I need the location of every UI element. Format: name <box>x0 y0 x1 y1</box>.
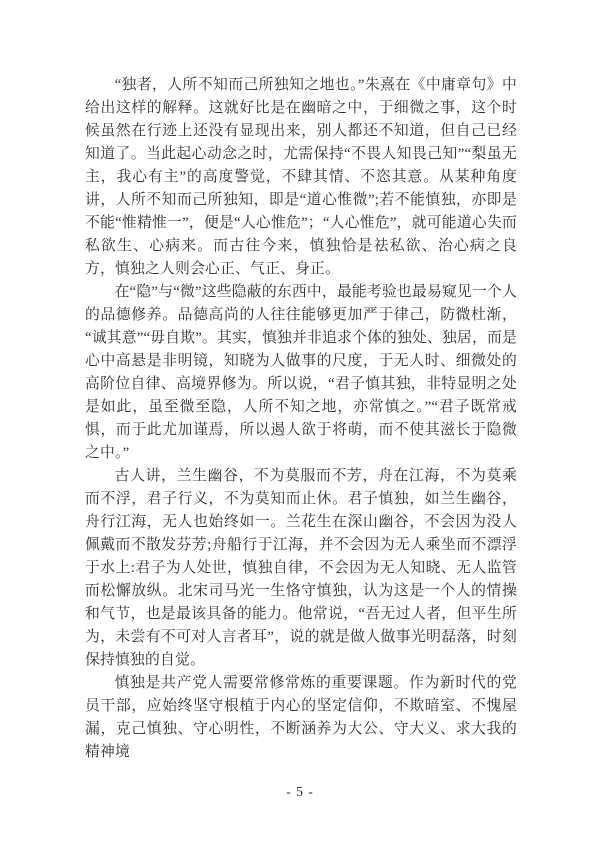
paragraph: 慎独是共产党人需要常修常炼的重要课题。作为新时代的党员干部，应始终坚守根植于内心的坚定信仰，不欺暗室、不愧屋漏，克己慎独、守心明性，不断涵养为大公、守大义、求大我的精神境 <box>85 675 517 760</box>
page-number: - 5 - <box>286 784 314 799</box>
paragraph: 古人讲，兰生幽谷，不为莫服而不芳，舟在江海，不为莫乘而不浮，君子行义，不为莫知而止休。君子慎独，如兰生幽谷，舟行江海，无人也始终如一。兰花生在深山幽谷，不会因为没人佩戴而不散发芬芳;舟船行于江海，并不会因为无人乘坐而不漂浮于水上:君子为人处世，慎独自律，不会因为无人知晓、无人监管而松懈放纵。北宋司马光一生恪守慎独，认为这是一个人的情操和气节，也是最该具备的能力。他常说，“吾无过人者，但平生所为，未尝有不可对人言者耳”，说的就是做人做事光明磊落，时刻保持慎独的自觉。 <box>85 468 517 668</box>
paragraph: 在“隐”与“微”这些隐蔽的东西中，最能考验也最易窥见一个人的品德修养。品德高尚的人往往能够更加严于律己，防微杜渐，“诚其意”“毋自欺”。其实，慎独并非追求个体的独处、独居，而是心中高悬是非明镜，知晓为人做事的尺度，于无人时、细微处的高阶位自律、高境界修为。所以说，“君子慎其独，非特显明之处是如此，虽至微至隐，人所不知之地，亦常慎之。”“君子既常戒惧，而于此尤加谨焉，所以遏人欲于将萌，而不使其滋长于隐微之中。” <box>85 284 517 461</box>
document-body-text <box>85 74 517 764</box>
paragraph: “独者，人所不知而己所独知之地也。”朱熹在《中庸章句》中给出这样的解释。这就好比是在幽暗之中，于细微之事，这个时候虽然在行迹上还没有显现出来，别人都还不知道，但自己已经知道了。当此起心动念之时，尤需保持“不畏人知畏己知”“梨虽无主，我心有主”的高度警觉，不肆其情、不恣其意。从某种角度讲，人所不知而己所独知，即是“道心惟微”;若不能慎独，亦即是不能“惟精惟一”，便是“人心惟危”；“人心惟危”，就可能道心失而私欲生、心病来。而古往今来，慎独恰是祛私欲、治心病之良方，慎独之人则会心正、气正、身正。 <box>85 77 517 277</box>
